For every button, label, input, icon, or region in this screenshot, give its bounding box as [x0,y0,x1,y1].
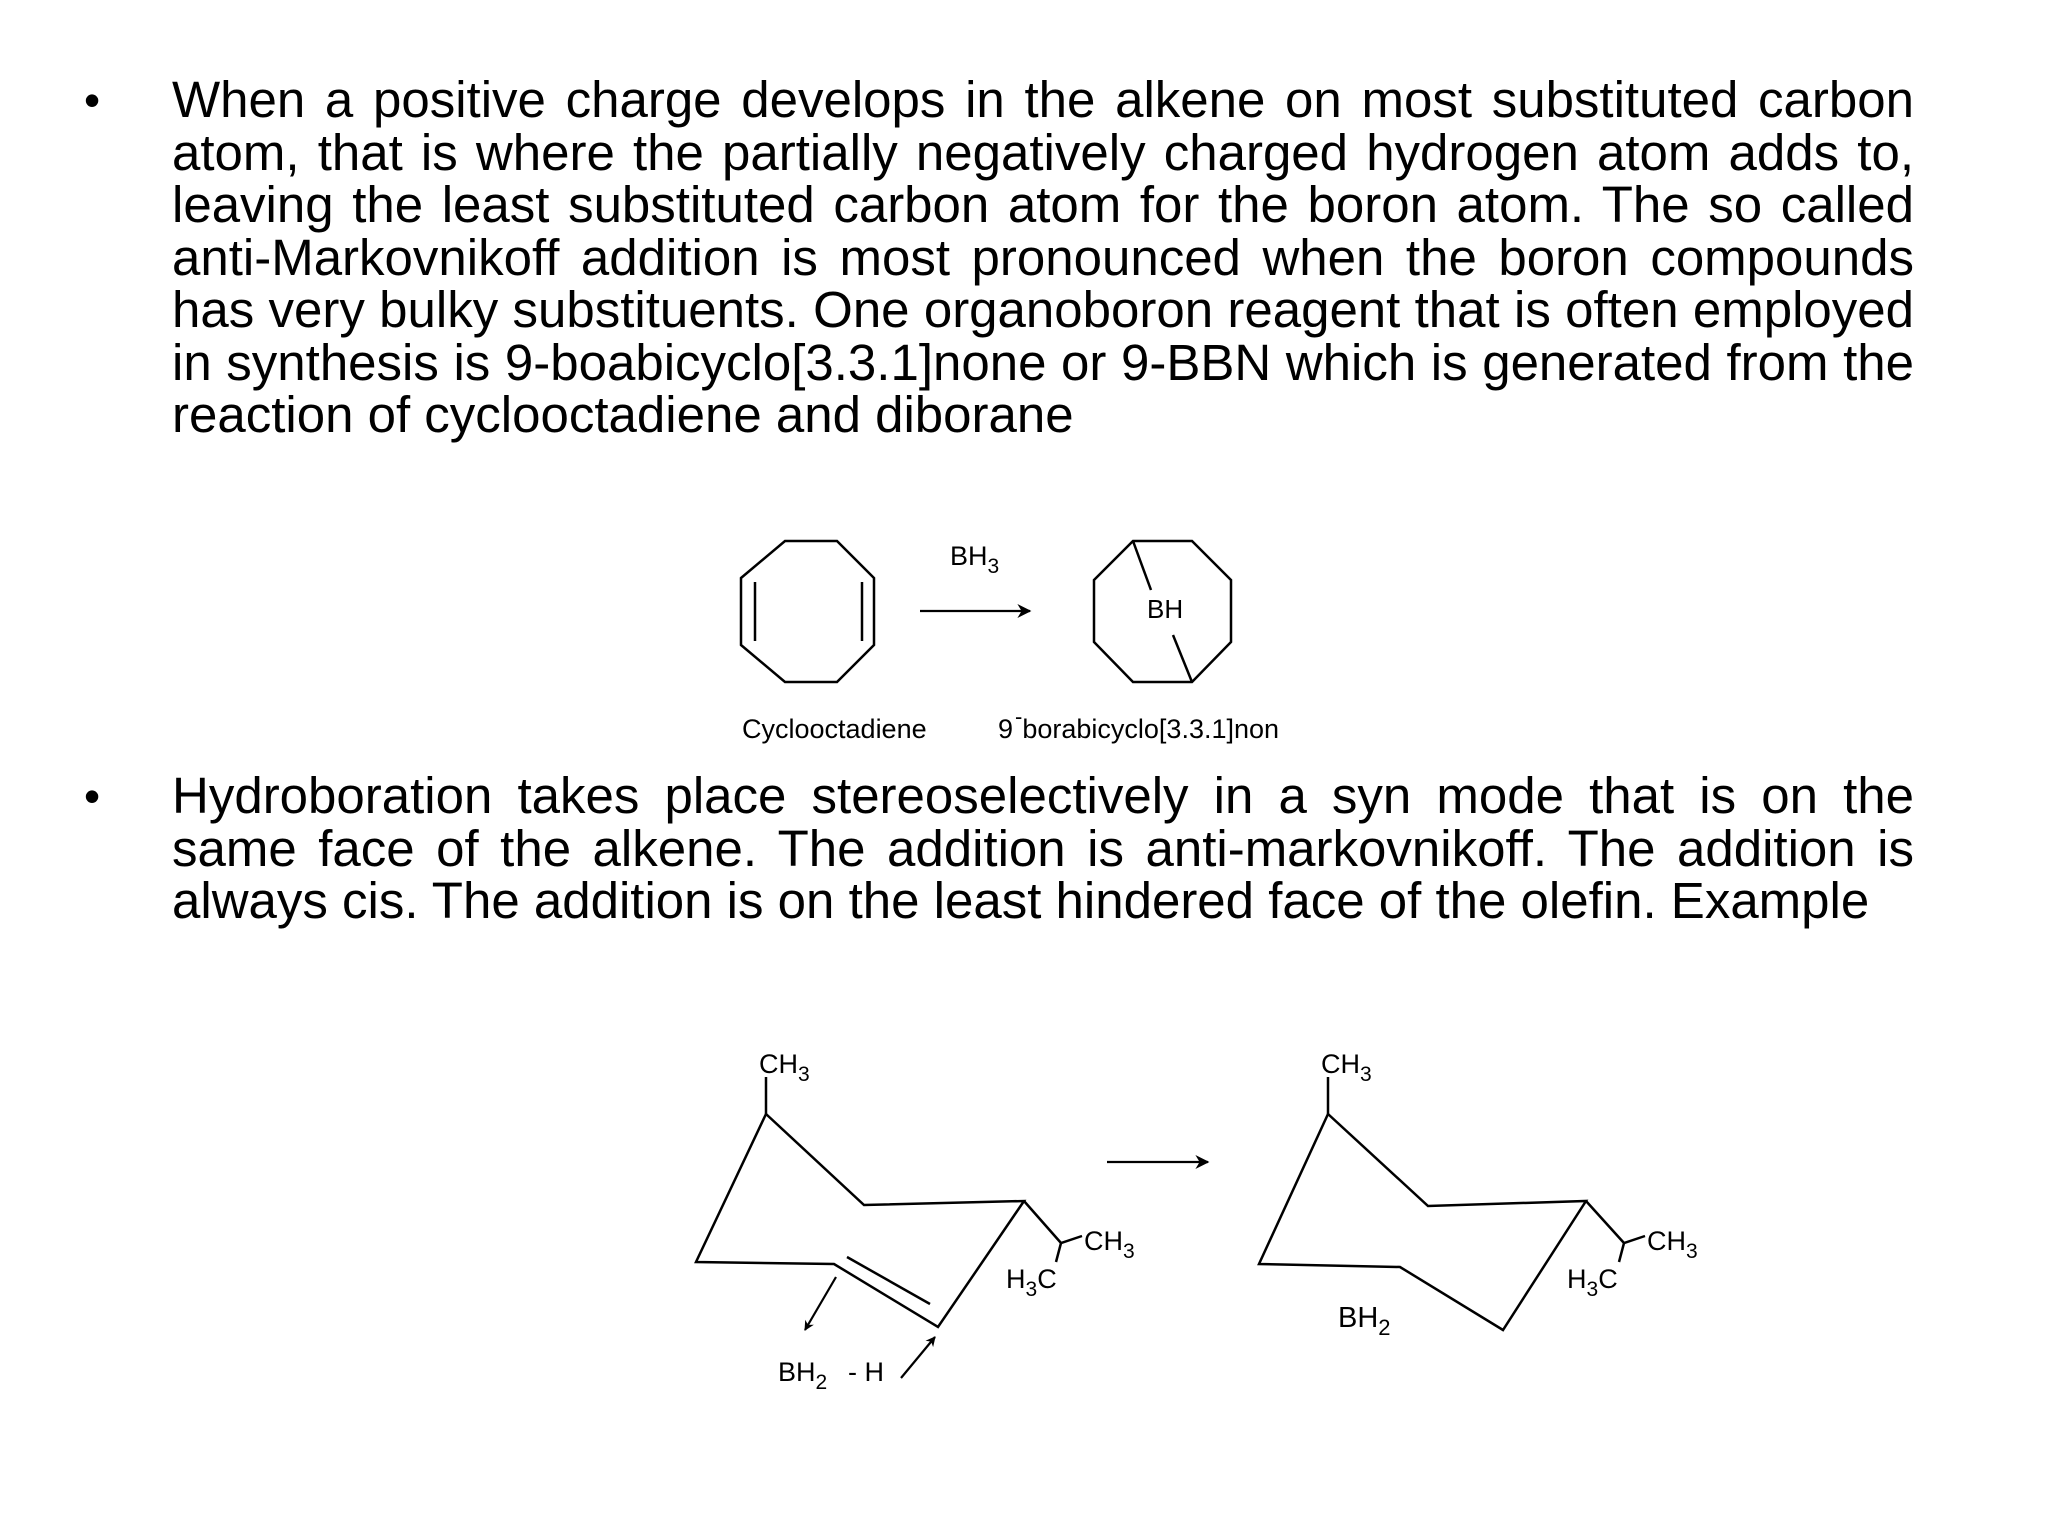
reactant-ring [696,1114,1024,1327]
h-attack-arrow [901,1337,935,1378]
reactant-ch3-label: $CH_3$ [759,1049,810,1086]
reactant-isopropyl [1024,1201,1082,1243]
scheme-hydroboration-example [696,1077,1645,1378]
bh2-attack-arrow [805,1277,836,1330]
product-isopropyl-methyl [1619,1243,1624,1262]
product-ring [1259,1114,1586,1330]
reactant-isopropyl-methyl [1056,1243,1061,1262]
bullet-text: When a positive charge develops in the alkene on most substituted carbon atom, that is where the partially negatively charged hydrogen atom adds to, leaving the least substituted carbon atom for the boron atom. The so called anti-Markovnikoff addition is most pronounced when the boron compounds has very bulky substituents. One organoboron reagent that is often employed in synthesis is 9-boabicyclo[3.3.1]none or 9-BBN which is generated from the reaction of cyclooctadiene and diborane [172,71,1914,443]
reactant-bh2-label: $BH_2$ [778,1357,828,1394]
reactant-hydride-label: - H [848,1357,884,1387]
product-isopropyl [1586,1201,1645,1243]
product-bh2-label: $BH_2$ [1338,1302,1391,1340]
caption-9-bbn: 9-borabicyclo[3.3.1]non [998,704,1280,744]
caption-cyclooctadiene: Cyclooctadiene [742,714,927,744]
bbn-bridge-bottom [1173,635,1192,682]
reactant-isopropyl-ch3-label: $CH_3$ [1084,1226,1135,1263]
bbn-bh-label: BH [1147,594,1184,624]
reactant-h3c-label: $H_3C$ [1006,1264,1057,1301]
product-ch3-label: $CH_3$ [1321,1049,1372,1086]
reagent-bh3-label: $BH_3$ [950,541,1000,578]
cyclooctadiene-ring [741,541,874,682]
bullet-marker: • [84,74,101,126]
product-h3c-label: $H_3C$ [1567,1264,1618,1301]
bullet-text: Hydroboration takes place stereoselectively in a syn mode that is on the same face of the alkene. The addition is anti-markovnikoff. The addition is always cis. The addition is on the least hindered face of the olefin. Example [172,767,1914,929]
product-isopropyl-ch3-label: $CH_3$ [1647,1226,1698,1263]
bullet-syn-addition [80,767,1920,929]
bullet-marker: • [84,770,101,822]
bbn-bridge-top [1133,541,1151,590]
